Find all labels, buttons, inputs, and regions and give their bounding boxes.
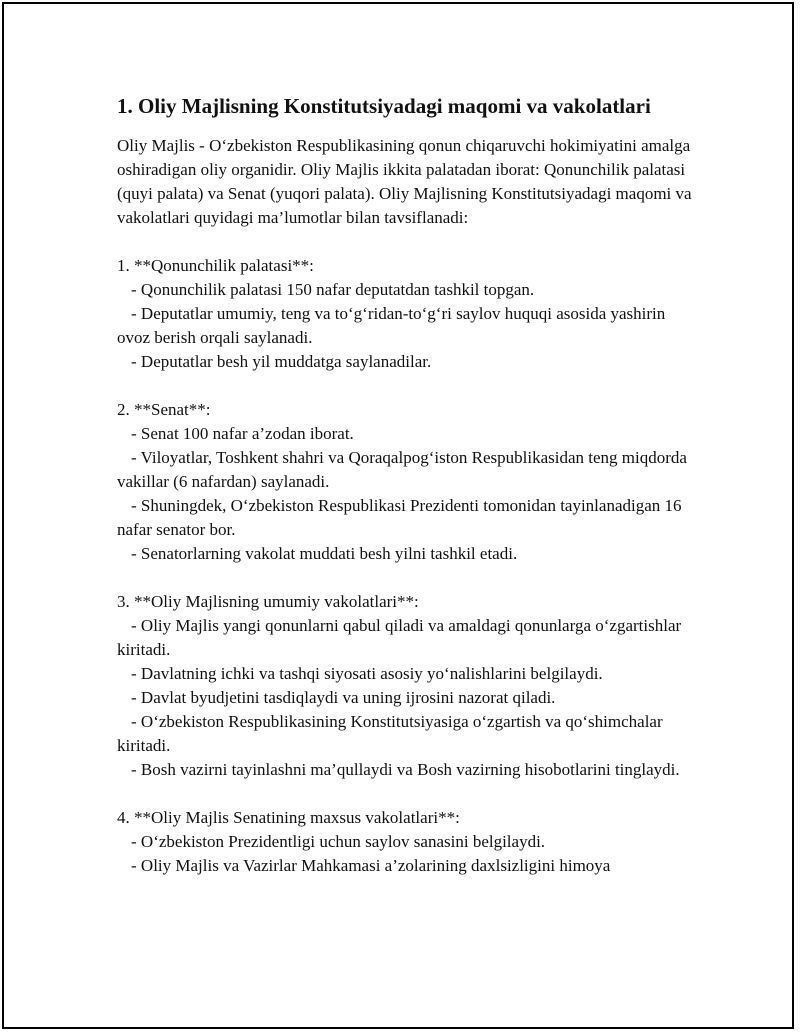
list-item <box>117 710 697 758</box>
section-qonunchilik-palatasi <box>117 254 697 374</box>
list-item <box>117 302 697 350</box>
section-senat-maxsus-vakolatlari <box>117 806 697 878</box>
list-item <box>117 278 697 302</box>
list-item <box>117 686 697 710</box>
document-body <box>117 92 697 878</box>
list-item <box>117 662 697 686</box>
list-item-text: - Davlatning ichki va tashqi siyosati asosiy yo‘nalishlarini belgilaydi. <box>131 664 603 683</box>
list-item <box>117 614 697 662</box>
list-item-text: - Deputatlar umumiy, teng va to‘g‘ridan-to‘g‘ri saylov huquqi asosida yashirin ovoz berish orqali saylanadi. <box>117 304 666 347</box>
list-item <box>117 830 697 854</box>
section-senat <box>117 398 697 566</box>
section-heading: 4. **Oliy Majlis Senatining maxsus vakolatlari**: <box>117 808 460 827</box>
list-item-text: - O‘zbekiston Respublikasining Konstitutsiyasiga o‘zgartish va qo‘shimchalar kiritadi. <box>117 712 663 755</box>
section-heading: 1. **Qonunchilik palatasi**: <box>117 256 314 275</box>
list-item <box>117 494 697 542</box>
list-item <box>117 422 697 446</box>
list-item-text: - Senat 100 nafar a’zodan iborat. <box>131 424 354 443</box>
list-item-text: - Qonunchilik palatasi 150 nafar deputatdan tashkil topgan. <box>131 280 535 299</box>
document-title: 1. Oliy Majlisning Konstitutsiyadagi maqomi va vakolatlari <box>117 94 651 118</box>
section-heading: 3. **Oliy Majlisning umumiy vakolatlari**: <box>117 592 419 611</box>
section-umumiy-vakolatlar <box>117 590 697 782</box>
list-item-text: - O‘zbekiston Prezidentligi uchun saylov sanasini belgilaydi. <box>131 832 546 851</box>
intro-paragraph: Oliy Majlis - O‘zbekiston Respublikasining qonun chiqaruvchi hokimiyatini amalga oshiradigan oliy organidir. Oliy Majlis ikkita palatadan iborat: Qonunchilik palatasi (quyi palata) va Senat (yuqori palata). Oliy Majlisning Konstitutsiyadagi maqomi va vakolatlari quyidagi ma’lumotlar bilan tavsiflanadi: <box>117 136 692 227</box>
list-item-text: - Davlat byudjetini tasdiqlaydi va uning ijrosini nazorat qiladi. <box>131 688 556 707</box>
list-item-text: - Shuningdek, O‘zbekiston Respublikasi Prezidenti tomonidan tayinlanadigan 16 nafar senator bor. <box>117 496 682 539</box>
list-item-text: - Oliy Majlis yangi qonunlarni qabul qiladi va amaldagi qonunlarga o‘zgartishlar kiritadi. <box>117 616 682 659</box>
list-item-text: - Deputatlar besh yil muddatga saylanadilar. <box>131 352 432 371</box>
section-heading: 2. **Senat**: <box>117 400 211 419</box>
list-item-text: - Bosh vazirni tayinlashni ma’qullaydi va Bosh vazirning hisobotlarini tinglaydi. <box>131 760 680 779</box>
list-item-text: - Senatorlarning vakolat muddati besh yilni tashkil etadi. <box>131 544 518 563</box>
list-item <box>117 854 697 878</box>
list-item <box>117 542 697 566</box>
list-item <box>117 350 697 374</box>
list-item <box>117 446 697 494</box>
list-item-text: - Oliy Majlis va Vazirlar Mahkamasi a’zolarining daxlsizligini himoya <box>131 856 611 875</box>
list-item <box>117 758 697 782</box>
list-item-text: - Viloyatlar, Toshkent shahri va Qoraqalpog‘iston Respublikasidan teng miqdorda vakillar (6 nafardan) saylanadi. <box>117 448 687 491</box>
